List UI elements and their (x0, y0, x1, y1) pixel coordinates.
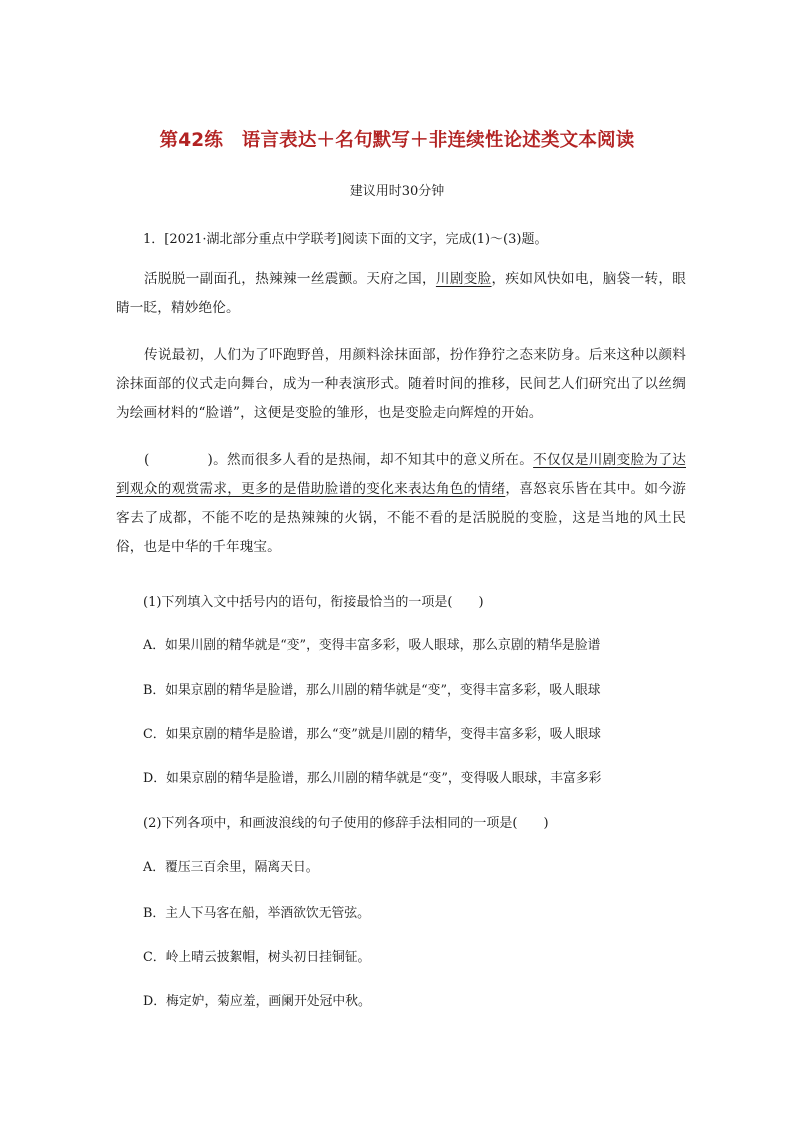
passage-paragraph-2: 传说最初，人们为了吓跑野兽，用颜料涂抹面部，扮作狰狞之态来防身。后来这种以颜料涂抹面部的仪式走向舞台，成为一种表演形式。随着时间的推移，民间艺人们研究出了以丝绸为绘画材料的“脸谱”，这便是变脸的雏形，也是变脸走向辉煌的开始。 (116, 347, 686, 421)
page-title: 第42练 语言表达＋名句默写＋非连续性论述类文本阅读 (159, 130, 635, 151)
option-d: D．如果京剧的精华是脸谱，那么川剧的精华就是“变”，变得吸人眼球，丰富多彩 (143, 771, 602, 786)
passage-text: ，喜怒哀乐皆在其中。如今游客去了成都，不能不吃的是热辣辣的火锅，不能不看的是活脱脱的变脸，这是当地的风土民俗，也是中华的千年瑰宝。 (116, 481, 686, 555)
question-1-1: (1)下列填入文中括号内的语句，衔接最恰当的一项是( ) (143, 595, 484, 610)
question-1-2: (2)下列各项中，和画波浪线的句子使用的修辞手法相同的一项是( ) (143, 816, 549, 831)
option-c: C．岭上晴云披絮帽，树头初日挂铜钲。 (143, 950, 371, 965)
passage-paragraph-3 (116, 446, 686, 562)
passage-text: 活脱脱一副面孔，热辣辣一丝震颤。天府之国， (144, 271, 436, 287)
option-d: D．梅定妒，菊应羞，画阑开处冠中秋。 (143, 994, 371, 1009)
passage-text: )。然而很多人看的是热闹，却不知其中的意义所在。 (207, 452, 534, 468)
suggested-time: 建议用时30分钟 (349, 184, 445, 199)
wavy-underlined-sentence: 不仅仅是川剧变脸为了达到观众的观赏需求，更多的是借助脸谱的变化来表达角色的情绪 (116, 452, 686, 497)
passage-text: ，疾如风快如电，脑袋一转，眼睛一眨，精妙绝伦。 (116, 271, 686, 316)
option-b: B．主人下马客在船，举酒欲饮无管弦。 (143, 906, 370, 921)
bracket-open: ( (144, 452, 150, 468)
question-1-intro: 1．[2021·湖北部分重点中学联考]阅读下面的文字，完成(1)～(3)题。 (143, 232, 548, 247)
option-b: B．如果京剧的精华是脸谱，那么川剧的精华就是“变”，变得丰富多彩，吸人眼球 (143, 683, 601, 698)
passage-paragraph-1 (116, 265, 686, 323)
option-a: A．如果川剧的精华就是“变”，变得丰富多彩，吸人眼球，那么京剧的精华是脸谱 (143, 638, 601, 653)
underlined-phrase: 川剧变脸 (435, 271, 492, 287)
option-a: A．覆压三百余里，隔离天日。 (143, 860, 319, 875)
option-c: C．如果京剧的精华是脸谱，那么“变”就是川剧的精华，变得丰富多彩，吸人眼球 (143, 727, 601, 742)
